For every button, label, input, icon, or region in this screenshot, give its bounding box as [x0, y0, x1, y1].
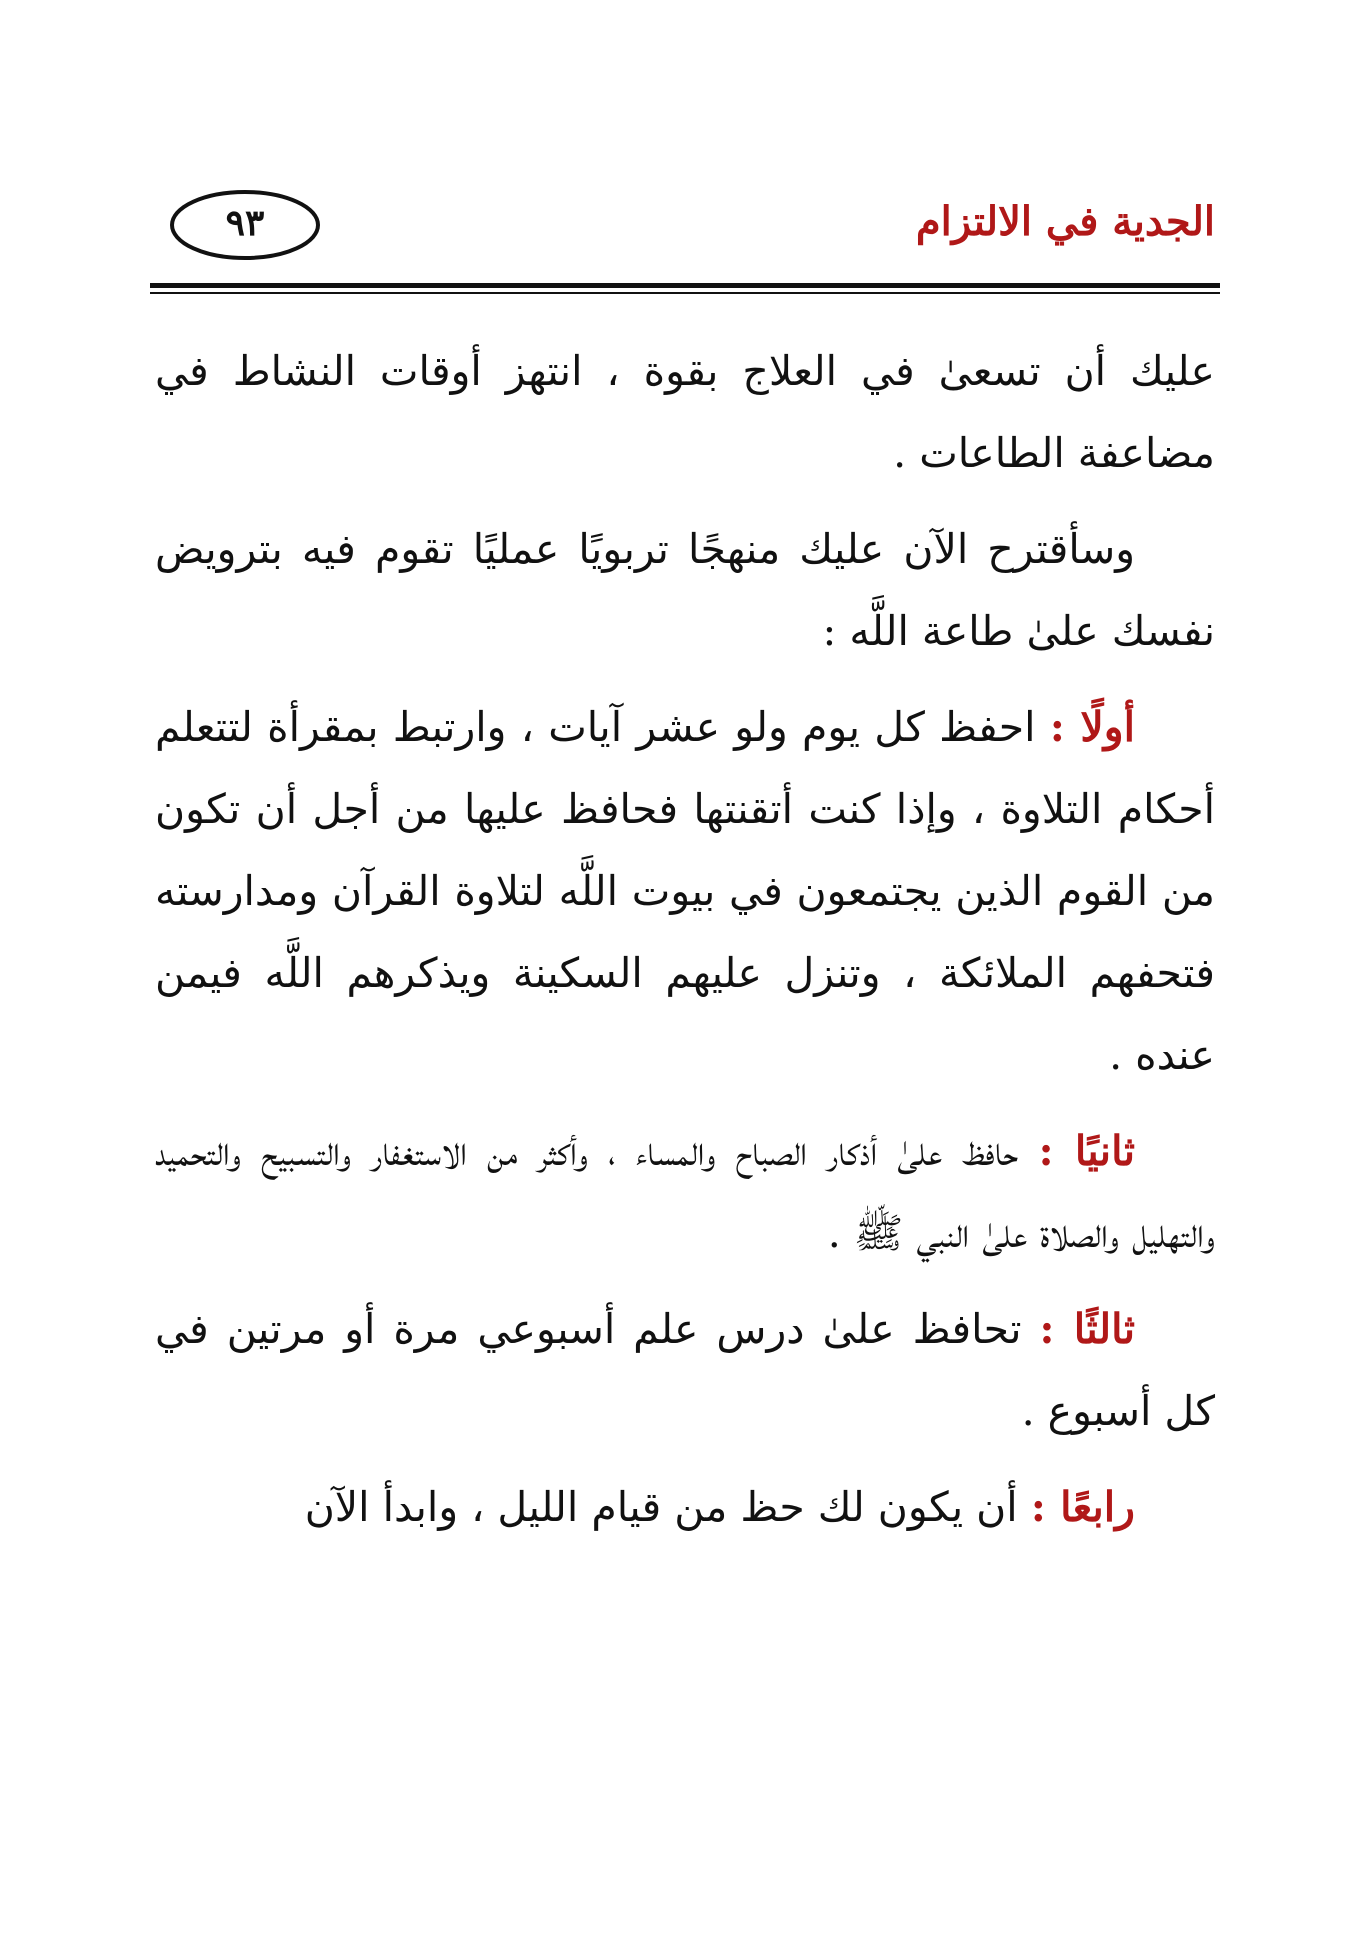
header-rule-thick	[150, 283, 1220, 288]
page-number-badge	[168, 188, 322, 262]
point-text-3: تحافظ علىٰ درس علم أسبوعي مرة أو مرتين في كل أسبوع .	[155, 1305, 1215, 1435]
point-label-3: ثالثًا :	[1039, 1305, 1135, 1353]
point-text-1: احفظ كل يوم ولو عشر آيات ، وارتبط بمقرأة لتتعلم أحكام التلاوة ، وإذا كنت أتقنتها فحافظ عليها من أجل أن تكون من القوم الذين يجتمعون في بيوت اللَّه لتلاوة القرآن ومدارسته فتحفهم الملائكة ، وتنزل عليهم السكينة ويذكرهم اللَّه فيمن عنده .	[155, 703, 1215, 1079]
page-number: ٩٣	[225, 202, 265, 244]
point-label-4: رابعًا :	[1030, 1483, 1135, 1531]
chapter-title: الجدية في الالتزام	[915, 198, 1215, 245]
page-header	[150, 188, 1215, 278]
point-label-1: أولًا :	[1049, 703, 1135, 751]
point-text-2: حافظ علىٰ أذكار الصباح والمساء ، وأكثر من الاستغفار والتسبيح والتحميد والتهليل والصلاة علىٰ النبي ﷺ .	[155, 1127, 1215, 1257]
paragraph-6	[155, 1466, 1215, 1548]
paragraph-3	[155, 686, 1215, 1096]
paragraph-5	[155, 1288, 1215, 1452]
header-rule-thin	[150, 292, 1220, 294]
paragraph-2: وسأقترح الآن عليك منهجًا تربويًا عمليًا تقوم فيه بترويض نفسك علىٰ طاعة اللَّه :	[155, 525, 1215, 655]
paragraph-1: عليك أن تسعىٰ في العلاج بقوة ، انتهز أوقات النشاط في مضاعفة الطاعات .	[155, 347, 1215, 477]
paragraph-4	[155, 1110, 1215, 1274]
point-label-2: ثانيًا :	[1038, 1127, 1135, 1175]
page-body	[155, 330, 1215, 1562]
point-text-4: أن يكون لك حظ من قيام الليل ، وابدأ الآن	[304, 1483, 1031, 1531]
